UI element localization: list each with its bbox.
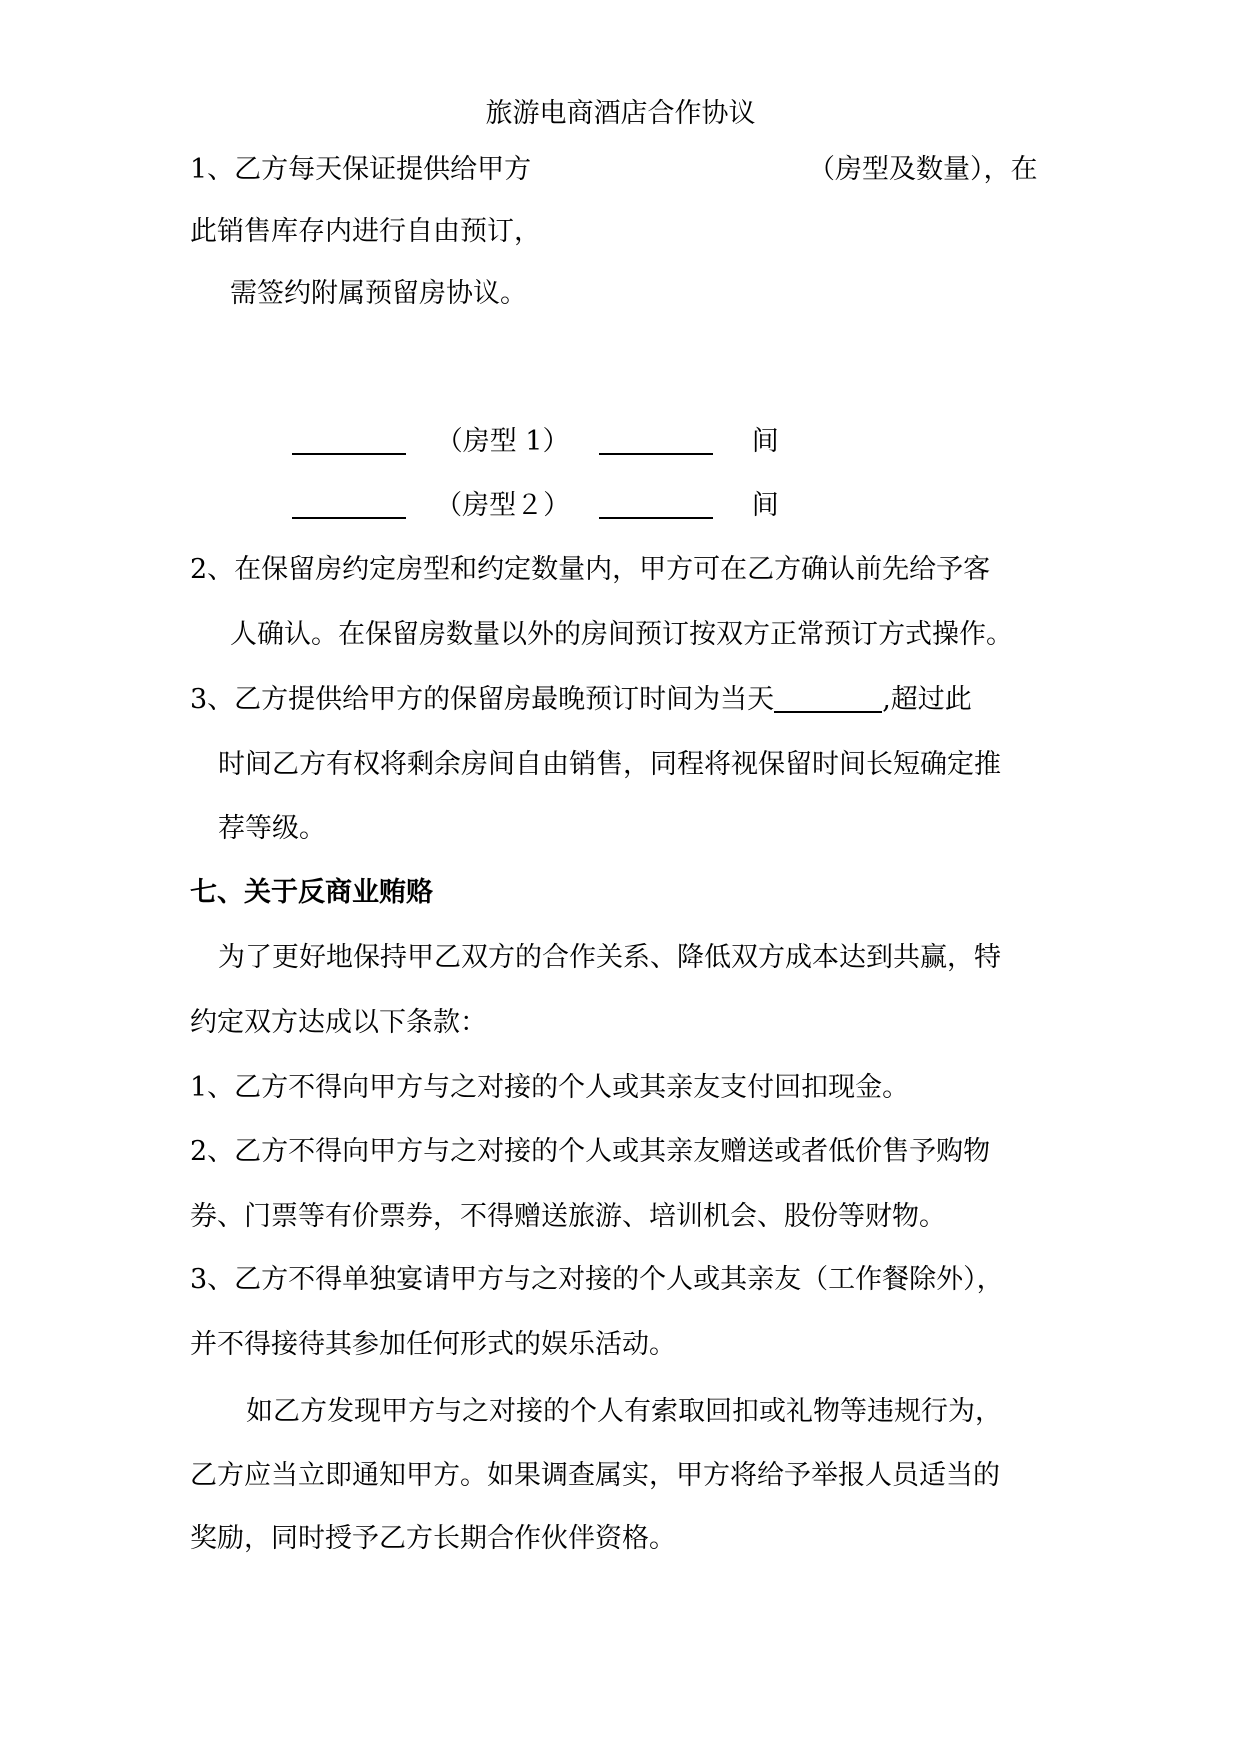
room-type-1-label: （房型 1） [435,426,570,457]
paragraph-1-line-3: 需签约附属预留房协议。 [230,278,527,309]
final-paragraph-line-2: 乙方应当立即通知甲方。如果调查属实，甲方将给予举报人员适当的 [190,1460,1000,1491]
p3-line1-text-a: 3、乙方提供给甲方的保留房最晚预订时间为当天 [190,684,775,715]
room-type-1-unit: 间 [751,426,779,457]
final-paragraph-line-1: 如乙方发现甲方与之对接的个人有索取回扣或礼物等违规行为， [246,1396,1002,1427]
paragraph-3-line-3: 荐等级。 [218,813,326,844]
clause-1: 1、乙方不得向甲方与之对接的个人或其亲友支付回扣现金。 [190,1072,910,1103]
p1-end-text: （房型及数量），在 [808,154,1038,185]
room-type-2-label: （房型２） [435,490,571,521]
room-type-2-quantity-blank [599,491,713,519]
paragraph-2-line-1: 2、在保留房约定房型和约定数量内，甲方可在乙方确认前先给予客 [190,554,991,585]
room-type-2-blank [292,491,406,519]
room-row-2 [292,491,779,519]
clause-3-line-1: 3、乙方不得单独宴请甲方与之对接的个人或其亲友（工作餐除外）， [190,1264,1004,1295]
paragraph-3-line-1 [190,685,972,713]
paragraph-1-line-2: 此销售库存内进行自由预订， [190,216,541,247]
document-title: 旅游电商酒店合作协议 [485,98,756,129]
room-row-1 [292,427,779,455]
clause-3-line-2: 并不得接待其参加任何形式的娱乐活动。 [190,1329,676,1360]
clause-2-line-1: 2、乙方不得向甲方与之对接的个人或其亲友赠送或者低价售予购物 [190,1136,991,1167]
room-type-2-unit: 间 [751,490,779,521]
latest-booking-time-blank [774,685,882,713]
intro-line-2: 约定双方达成以下条款： [190,1007,487,1038]
paragraph-3-line-2: 时间乙方有权将剩余房间自由销售，同程将视保留时间长短确定推 [218,749,1001,780]
room-type-1-blank [292,427,406,455]
final-paragraph-line-3: 奖励，同时授予乙方长期合作伙伴资格。 [190,1523,676,1554]
p3-line1-text-b: ,超过此 [882,684,972,715]
intro-line-1: 为了更好地保持甲乙双方的合作关系、降低双方成本达到共赢，特 [218,942,1001,973]
paragraph-1-line-1 [190,156,531,183]
room-type-1-quantity-blank [599,427,713,455]
p1-start-text: 1、乙方每天保证提供给甲方 [190,154,532,185]
section-heading: 七、关于反商业贿赂 [190,877,433,908]
paragraph-2-line-2: 人确认。在保留房数量以外的房间预订按双方正常预订方式操作。 [230,619,1013,650]
clause-2-line-2: 券、门票等有价票券，不得赠送旅游、培训机会、股份等财物。 [190,1201,946,1232]
